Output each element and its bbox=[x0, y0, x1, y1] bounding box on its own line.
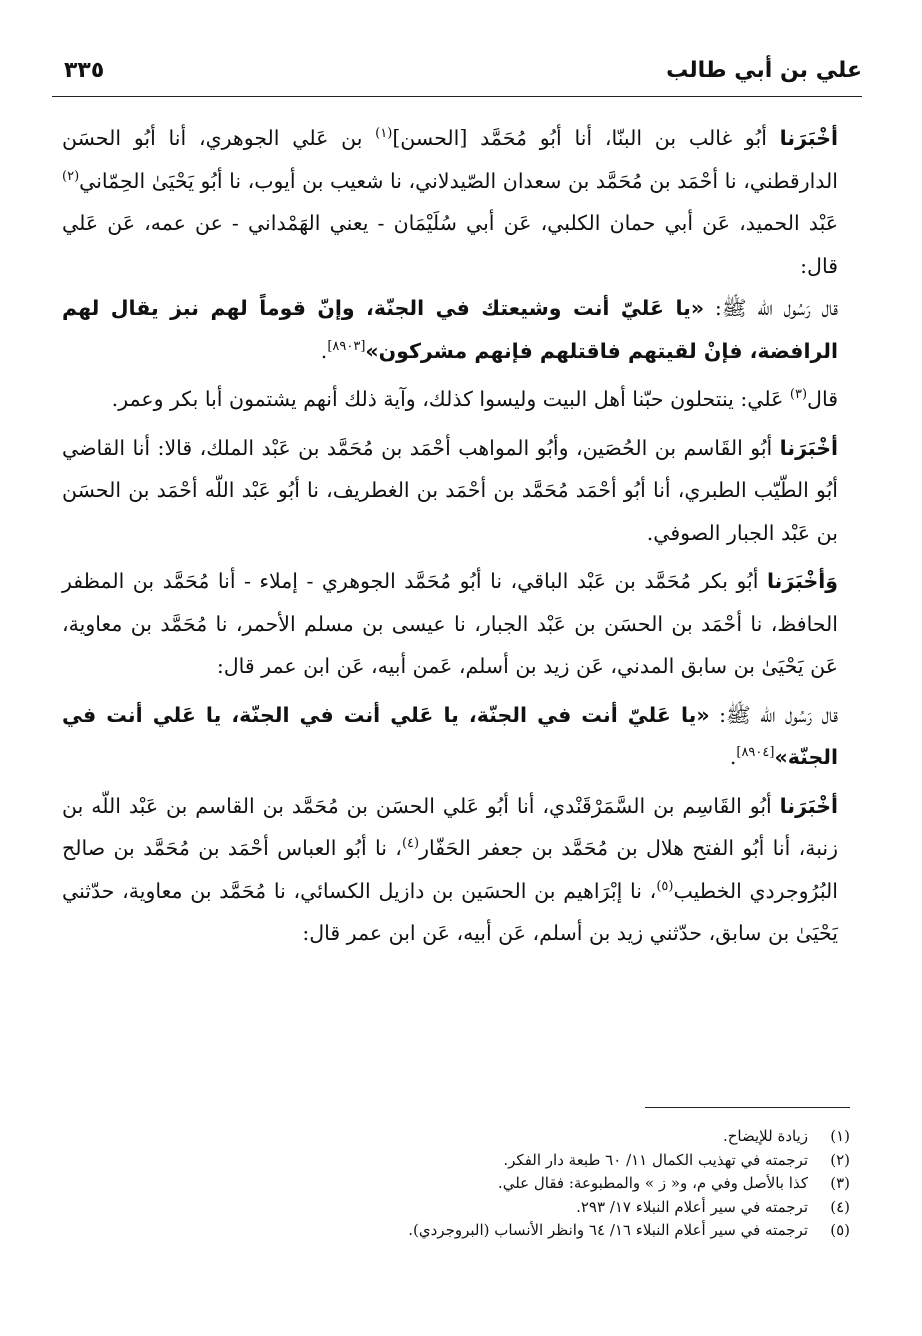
paragraph-7 bbox=[62, 785, 862, 955]
keyword-akhbarana: أخْبَرَنا bbox=[779, 793, 838, 818]
footnote-item bbox=[70, 1219, 850, 1243]
paragraph-6 bbox=[62, 694, 862, 779]
paragraph-3 bbox=[62, 378, 862, 421]
footnote-number: (٤) bbox=[830, 1197, 850, 1216]
footnote-number: (١) bbox=[830, 1127, 850, 1145]
header-title: علي بن أبي طالب bbox=[666, 58, 862, 83]
footnote-text: ترجمته في سير أعلام النبلاء ١٦/ ٦٤ وانظر الأنساب (البروجردي). bbox=[408, 1221, 808, 1239]
footnote-number: (٥) bbox=[830, 1221, 850, 1239]
footnote-ref: (٣) bbox=[789, 387, 808, 403]
paragraph-text: قال bbox=[807, 387, 838, 411]
paragraph-text: أبُو غالب بن البنّا، أنا أبُو مُحَمَّد [الحسن] bbox=[392, 126, 780, 150]
keyword-wa-akhbarana: وَأخْبَرَنا bbox=[766, 569, 838, 593]
hadith-number: [٨٩٠٤] bbox=[736, 745, 775, 761]
footnote-ref: (٥) bbox=[656, 878, 674, 894]
paragraph-text: ، نا إبْرَاهيم بن الحسَين بن دازيل الكسائي، نا مُحَمَّد بن معاوية، حدّثني يَحْيَىٰ بن سابق، حدّثني زيد بن أسلم، عَن أبيه، عَن ابن عمر قال: bbox=[62, 878, 838, 945]
footnote-ref: (١) bbox=[375, 126, 393, 142]
running-header bbox=[52, 58, 862, 98]
footnote-text: ترجمته في سير أعلام النبلاء ١٧/ ٢٩٣. bbox=[576, 1197, 808, 1216]
footnote-item bbox=[70, 1196, 850, 1220]
hadith-text: «يا عَليّ أنت وشيعتك في الجنّة، وإنّ قوماً لهم نبز يقال لهم الرافضة، فإنْ لقيتهم فاقتلهم فإنهم مشركون» bbox=[62, 296, 838, 363]
footnote-item bbox=[70, 1125, 850, 1149]
paragraph-text: عَلي: ينتحلون حبّنا أهل البيت وليسوا كذلك، وآية ذلك أنهم يشتمون أبا بكر وعمر. bbox=[111, 387, 790, 411]
paragraph-text: أبُو بكر مُحَمَّد بن عَبْد الباقي، نا أبُو مُحَمَّد الجوهري - إملاء - أنا مُحَمَّد بن المظفر الحافظ، نا أحْمَد بن الحسَن بن عَبْد الجبار، نا عيسى بن مسلم الأحمر، نا مُحَمَّد بن معاوية، عَن يَحْيَىٰ بن سابق المدني، عَن زيد بن أسلم، عَمن أبيه، عَن ابن عمر قال: bbox=[62, 569, 838, 678]
footnote-text: زيادة للإيضاح. bbox=[722, 1127, 808, 1145]
footnote-rule bbox=[645, 1107, 850, 1108]
keyword-akhbarana: أخْبَرَنا bbox=[779, 126, 838, 150]
hadith-end: . bbox=[320, 338, 328, 363]
hadith-number: [٨٩٠٣] bbox=[327, 338, 366, 354]
paragraph-1 bbox=[62, 117, 862, 287]
footnote-number: (٣) bbox=[830, 1174, 850, 1192]
footnote-text: ترجمته في تهذيب الكمال ١١/ ٦٠ طبعة دار الفكر. bbox=[503, 1150, 808, 1169]
footnote-number: (٢) bbox=[830, 1150, 850, 1169]
hadith-text: «يا عَليّ أنت في الجنّة، يا عَلي أنت في الجنّة، يا عَلي أنت في الجنّة» bbox=[62, 702, 838, 769]
header-rule bbox=[52, 96, 862, 97]
main-text bbox=[62, 117, 862, 961]
paragraph-text: بن عَلي الجوهري، أنا أبُو الحسَن الدارقطني، نا أحْمَد بن مُحَمَّد بن سعدان الصّيدلاني، نا شعيب بن أيوب، نا أبُو يَحْيَىٰ الحِمّاني bbox=[62, 126, 838, 193]
hadith-end: . bbox=[729, 745, 737, 769]
footnote-ref: (٤) bbox=[401, 836, 420, 852]
paragraph-text: عَبْد الحميد، عَن أبي حمان الكلبي، عَن أبي سُلَيْمَان - يعني الهَمْداني - عن عمه، عَن عَلي قال: bbox=[62, 211, 838, 278]
keyword-akhbarana: أخْبَرَنا bbox=[779, 435, 838, 460]
page-number: ٣٣٥ bbox=[64, 58, 105, 83]
paragraph-text: أبُو القَاسم بن الحُصَين، وأبُو المواهب أحْمَد بن مُحَمَّد بن عَبْد الملك، قالا: أنا القاضي أبُو الطّيّب الطبري، أنا أبُو أحْمَد مُحَمَّد بن أحْمَد بن الغطريف، نا أبُو عَبْد اللّه أحْمَد بن الحسَن بن عَبْد الجبار الصوفي. bbox=[62, 435, 838, 545]
paragraph-2 bbox=[62, 287, 862, 372]
hadith-intro: قال رَسُول الله ﷺ: bbox=[709, 702, 838, 727]
footnote-item bbox=[70, 1172, 850, 1196]
footnote-ref: (٢) bbox=[62, 168, 80, 184]
footnote-text: كذا بالأصل وفي م، و« ز » والمطبوعة: فقال علي. bbox=[497, 1174, 808, 1192]
paragraph-4 bbox=[62, 427, 862, 555]
hadith-intro: قال رَسُول الله ﷺ: bbox=[704, 296, 838, 320]
paragraph-text: ، نا أبُو العباس أحْمَد بن مُحَمَّد بن صالح البُرُوجردي الخطيب bbox=[62, 836, 838, 903]
paragraph-text: أبُو القَاسِم بن السَّمَرْقَنْدي، أنا أبُو عَلي الحسَن بن مُحَمَّد بن القاسم بن عَبْد اللّه بن زنبة، أنا أبُو الفتح هلال بن مُحَمَّد بن جعفر الحَفّار bbox=[62, 793, 838, 860]
footnote-item bbox=[70, 1149, 850, 1173]
footnotes bbox=[70, 1125, 850, 1243]
paragraph-5 bbox=[62, 560, 862, 688]
